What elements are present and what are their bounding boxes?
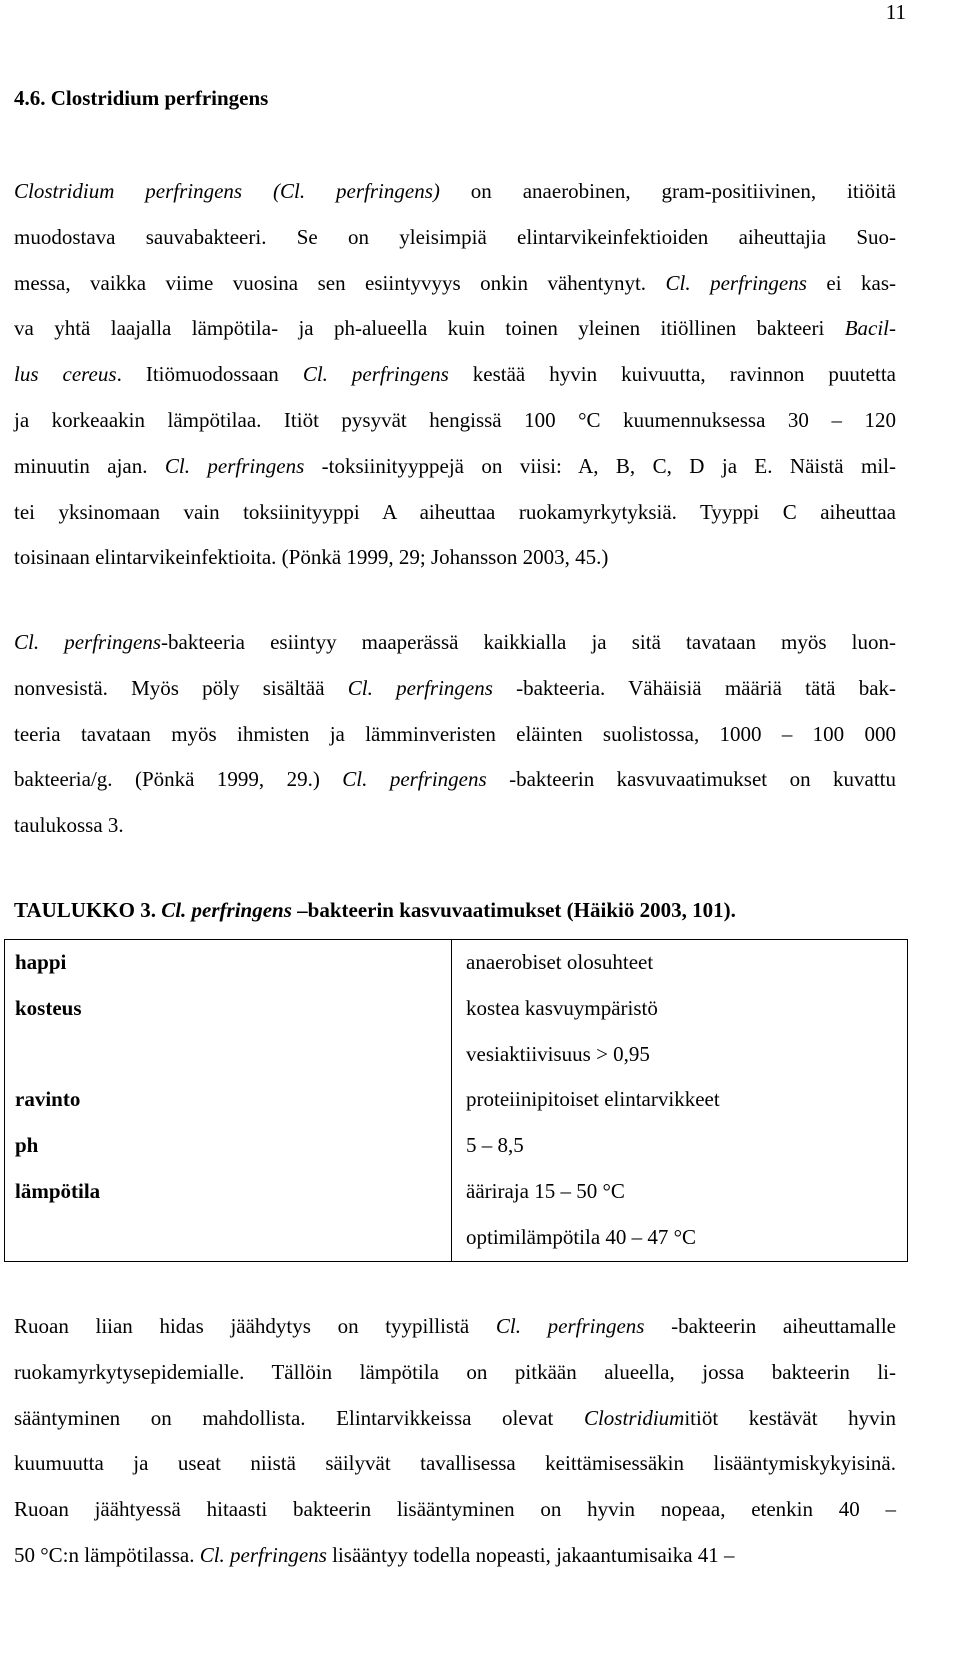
text-line [14,1396,896,1442]
row-label [5,1077,452,1123]
text-run: on anaerobinen, gram-positiivinen, itiöitä [439,179,896,203]
text-run: ei kas- [806,270,896,295]
paragraph-intro [14,169,896,581]
text-line [14,1350,896,1396]
italic-text: Cl. perfringens [495,1314,645,1338]
text-run: Ruoan liian hidas jäähdytys on tyypillistä [14,1314,496,1338]
row-value-text: 5 – 8,5 [466,1133,524,1158]
text-run: ruokamyrkytysepidemialle. Tällöin lämpötila on pitkään alueella, jossa bakteerin li- [14,1359,896,1384]
text-run: toisinaan elintarvikeinfektioita. (Pönkä 1999, 29; Johansson 2003, 45.) [14,545,609,570]
row-label-text: kosteus [15,995,82,1020]
row-label-text: ph [15,1133,39,1158]
text-run: lisääntyy todella nopeasti, jakaantumisaika 41 – [326,1542,735,1567]
table-caption [14,898,736,923]
text-line [14,490,896,536]
row-label [5,1123,452,1169]
row-label [5,1169,452,1261]
text-line [14,261,896,307]
row-value-text: proteiinipitoiset elintarvikkeet [466,1087,720,1112]
text-line [14,1533,896,1579]
italic-text: Cl. perfringens [164,453,305,478]
text-run: kuumuutta ja useat niistä säilyvät tavallisessa keittämisessäkin lisääntymiskykyisinä. [14,1451,896,1476]
text-line [14,620,896,666]
text-run: -bakteerin kasvuvaatimukset on kuvattu [486,767,896,792]
text-line [14,352,896,398]
text-run: TAULUKKO 3. [14,898,162,922]
text-run: va yhtä laajalla lämpötila- ja ph-alueella kuin toinen yleinen itiöllinen bakteeri [14,316,845,341]
row-value-text: optimilämpötila 40 – 47 °C [466,1224,697,1249]
row-label-text: lämpötila [15,1178,101,1203]
text-line [14,803,896,849]
row-label-text: ravinto [15,1087,81,1112]
text-run: bakteeria/g. (Pönkä 1999, 29.) [14,767,343,792]
italic-text: Cl. perfringens [14,630,162,654]
text-line [14,535,896,581]
text-line [14,169,896,215]
text-run: -toksiinityyppejä on viisi: A, B, C, D ja E. Näistä mil- [304,453,896,478]
row-value-text: vesiaktiivisuus > 0,95 [466,1041,650,1066]
italic-text: Clostridium [583,1405,685,1430]
italic-text: Clostridium perfringens (Cl. perfringens) [14,179,440,203]
row-label [5,940,452,986]
row-value [452,986,908,1078]
paragraph-occurrence [14,620,896,849]
text-run: . Itiömuodossaan [116,362,303,387]
text-run: kestää hyvin kuivuutta, ravinnon puutetta [448,362,897,387]
table-row [5,1123,908,1169]
text-run: –bakteerin kasvuvaatimukset (Häikiö 2003, 101). [291,898,736,922]
table-row [5,1077,908,1123]
text-run: messa, vaikka viime vuosina sen esiintyvyys onkin vähentynyt. [14,270,666,295]
text-run: -bakteerin aiheuttamalle [644,1314,897,1338]
text-line [14,666,896,712]
row-value-text: anaerobiset olosuhteet [466,950,654,974]
text-run: ja korkeaakin lämpötilaa. Itiöt pysyvät hengissä 100 °C kuumennuksessa 30 – 120 [14,407,896,432]
text-run: 50 °C:n lämpötilassa. [14,1542,200,1567]
row-label [5,986,452,1078]
row-value [452,1077,908,1123]
row-label-text: happi [15,950,67,974]
italic-text: lus cereus [14,362,117,387]
text-line [14,1487,896,1533]
text-line [14,215,896,261]
italic-text: Cl. perfringens [302,362,449,387]
text-line [14,1441,896,1487]
text-run: taulukossa 3. [14,813,124,838]
text-line [14,444,896,490]
row-value-text: kostea kasvuympäristö [466,995,658,1020]
text-line [14,306,896,352]
paragraph-cooling [14,1304,896,1579]
text-run: Ruoan jäähtyessä hitaasti bakteerin lisääntyminen on hyvin nopeaa, etenkin 40 – [14,1497,896,1522]
italic-text: Cl. perfringens [161,898,292,922]
text-run: teeria tavataan myös ihmisten ja lämminveristen eläinten suolistossa, 1000 – 100 000 [14,721,896,746]
text-line [14,757,896,803]
text-run: sääntyminen on mahdollista. Elintarvikkeissa olevat [14,1405,584,1430]
italic-text: Cl. perfringens [665,270,807,295]
text-run: -bakteeria esiintyy maaperässä kaikkialla ja sitä tavataan myös luon- [161,630,896,654]
table-row [5,940,908,986]
row-value-text: ääriraja 15 – 50 °C [466,1178,625,1203]
row-value [452,1169,908,1261]
growth-requirements-table [4,939,908,1262]
text-run: muodostava sauvabakteeri. Se on yleisimpiä elintarvikeinfektioiden aiheuttajia Suo- [14,224,896,249]
text-run: tei yksinomaan vain toksiinityyppi A aiheuttaa ruokamyrkytyksiä. Tyyppi C aiheuttaa [14,499,896,524]
table-row [5,986,908,1078]
page-number: 11 [885,0,906,24]
text-line [14,712,896,758]
italic-text: Cl. perfringens [199,1542,327,1567]
text-line [14,1304,896,1350]
row-value [452,940,908,986]
row-value [452,1123,908,1169]
text-run: nonvesistä. Myös pöly sisältää [14,675,348,700]
table-row [5,1169,908,1261]
italic-text: Cl. perfringens [347,675,493,700]
text-run: -bakteeria. Vähäisiä määriä tätä bak- [492,675,897,700]
text-run: minuutin ajan. [14,453,165,478]
text-run: itiöt kestävät hyvin [684,1405,896,1430]
italic-text: Bacil- [844,316,896,341]
section-heading: 4.6. Clostridium perfringens [14,86,269,110]
italic-text: Cl. perfringens [342,767,487,792]
text-line [14,398,896,444]
